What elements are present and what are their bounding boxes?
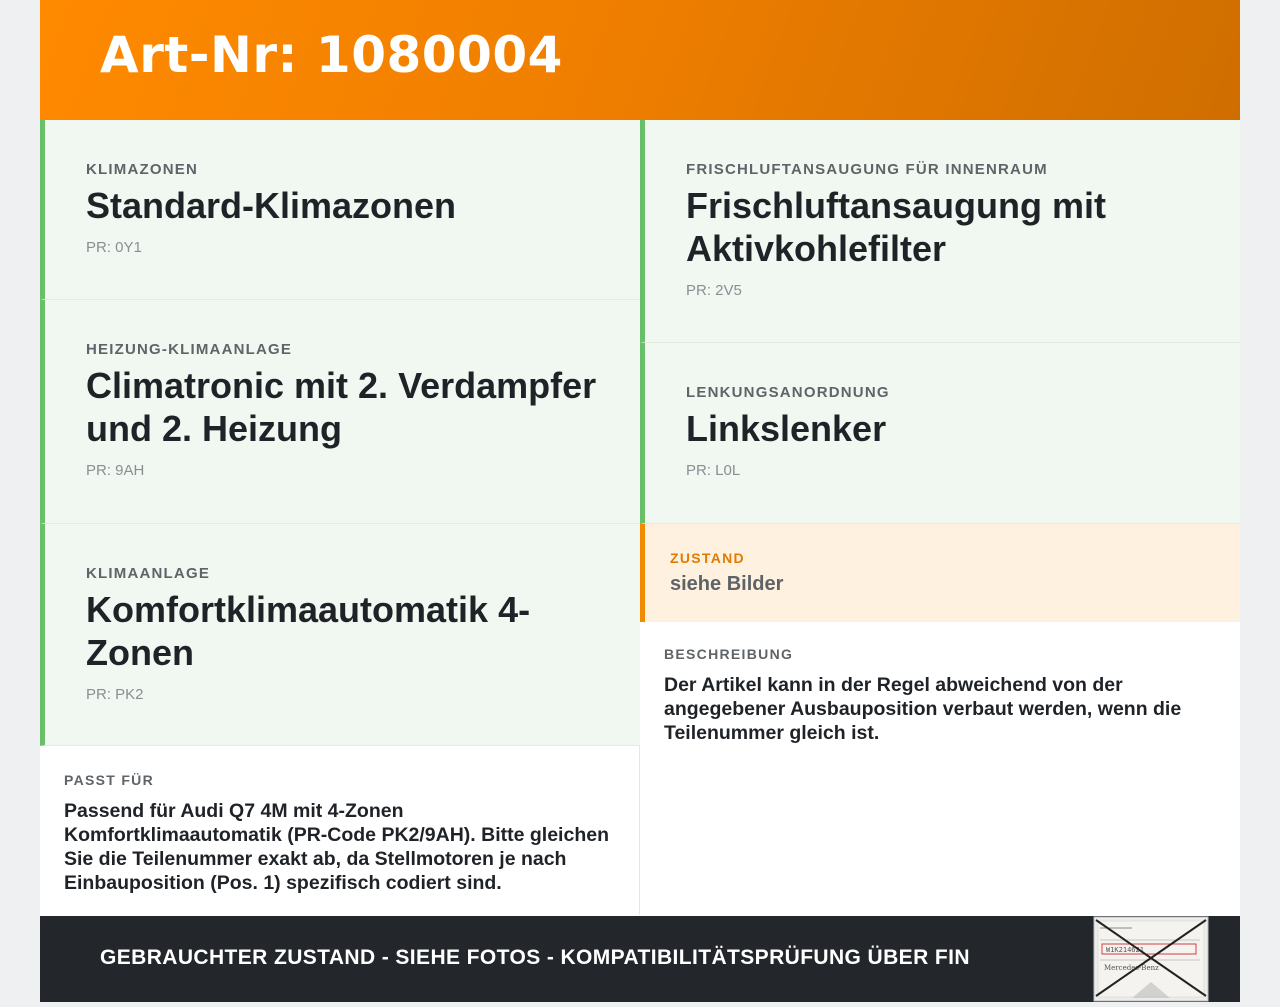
spec-card	[40, 524, 640, 746]
spec-value: Linkslenker	[686, 408, 887, 449]
spec-value: Komfortklimaautomatik 4-Zonen	[86, 589, 531, 673]
spec-card	[40, 120, 640, 300]
spec-card	[40, 300, 640, 524]
description-section	[640, 646, 1240, 745]
spec-label: HEIZUNG-KLIMAANLAGE	[86, 341, 293, 358]
spec-pr-code: PR: 9AH	[86, 462, 145, 479]
spec-pr-code: PR: L0L	[686, 462, 741, 479]
fits-text: Passend für Audi Q7 4M mit 4-Zonen Komfortklimaautomatik (PR-Code PK2/9AH). Bitte gleichen Sie die Teilenummer exakt ab, da Stellmotoren je nach Einbauposition (Pos. 1) spezifisch codiert sind.	[64, 800, 609, 894]
column-divider	[639, 745, 640, 915]
footer-bar	[40, 916, 1240, 1002]
product-sheet	[40, 0, 1240, 1002]
condition-box	[640, 524, 1240, 622]
spec-value: Frischluftansaugung mit Aktivkohlefilter	[686, 185, 1107, 269]
spec-pr-code: PR: 2V5	[686, 282, 742, 299]
spec-label: FRISCHLUFTANSAUGUNG FÜR INNENRAUM	[686, 161, 1048, 178]
condition-label: ZUSTAND	[670, 550, 745, 566]
document-line: W1K214621	[1106, 946, 1144, 954]
spec-label: KLIMAZONEN	[86, 161, 198, 178]
footer-text: GEBRAUCHTER ZUSTAND - SIEHE FOTOS - KOMPATIBILITÄTSPRÜFUNG ÜBER FIN	[100, 946, 970, 969]
spec-pr-code: PR: 0Y1	[86, 239, 142, 256]
spec-column-right	[640, 120, 1240, 744]
spec-pr-code: PR: PK2	[86, 686, 144, 703]
spec-value: Standard-Klimazonen	[86, 185, 457, 226]
spec-label: LENKUNGSANORDNUNG	[686, 384, 890, 401]
spec-card	[640, 343, 1240, 524]
spec-card	[640, 120, 1240, 343]
article-number-title: Art-Nr: 1080004	[100, 26, 563, 84]
spec-column-left	[40, 120, 640, 894]
spec-value: Climatronic mit 2. Verdampfer und 2. Heizung	[86, 365, 597, 449]
header-banner	[40, 0, 1240, 120]
fits-label: PASST FÜR	[64, 772, 154, 788]
condition-value: siehe Bilder	[670, 573, 784, 595]
vehicle-document-icon	[1092, 916, 1210, 1002]
spec-label: KLIMAANLAGE	[86, 565, 211, 582]
document-line: Mercedes-Benz	[1104, 964, 1159, 972]
description-text: Der Artikel kann in der Regel abweichend von der angegebener Ausbauposition verbaut werden, wenn die Teilenummer gleich ist.	[664, 674, 1182, 744]
fits-section	[40, 772, 640, 895]
description-label: BESCHREIBUNG	[664, 646, 794, 662]
